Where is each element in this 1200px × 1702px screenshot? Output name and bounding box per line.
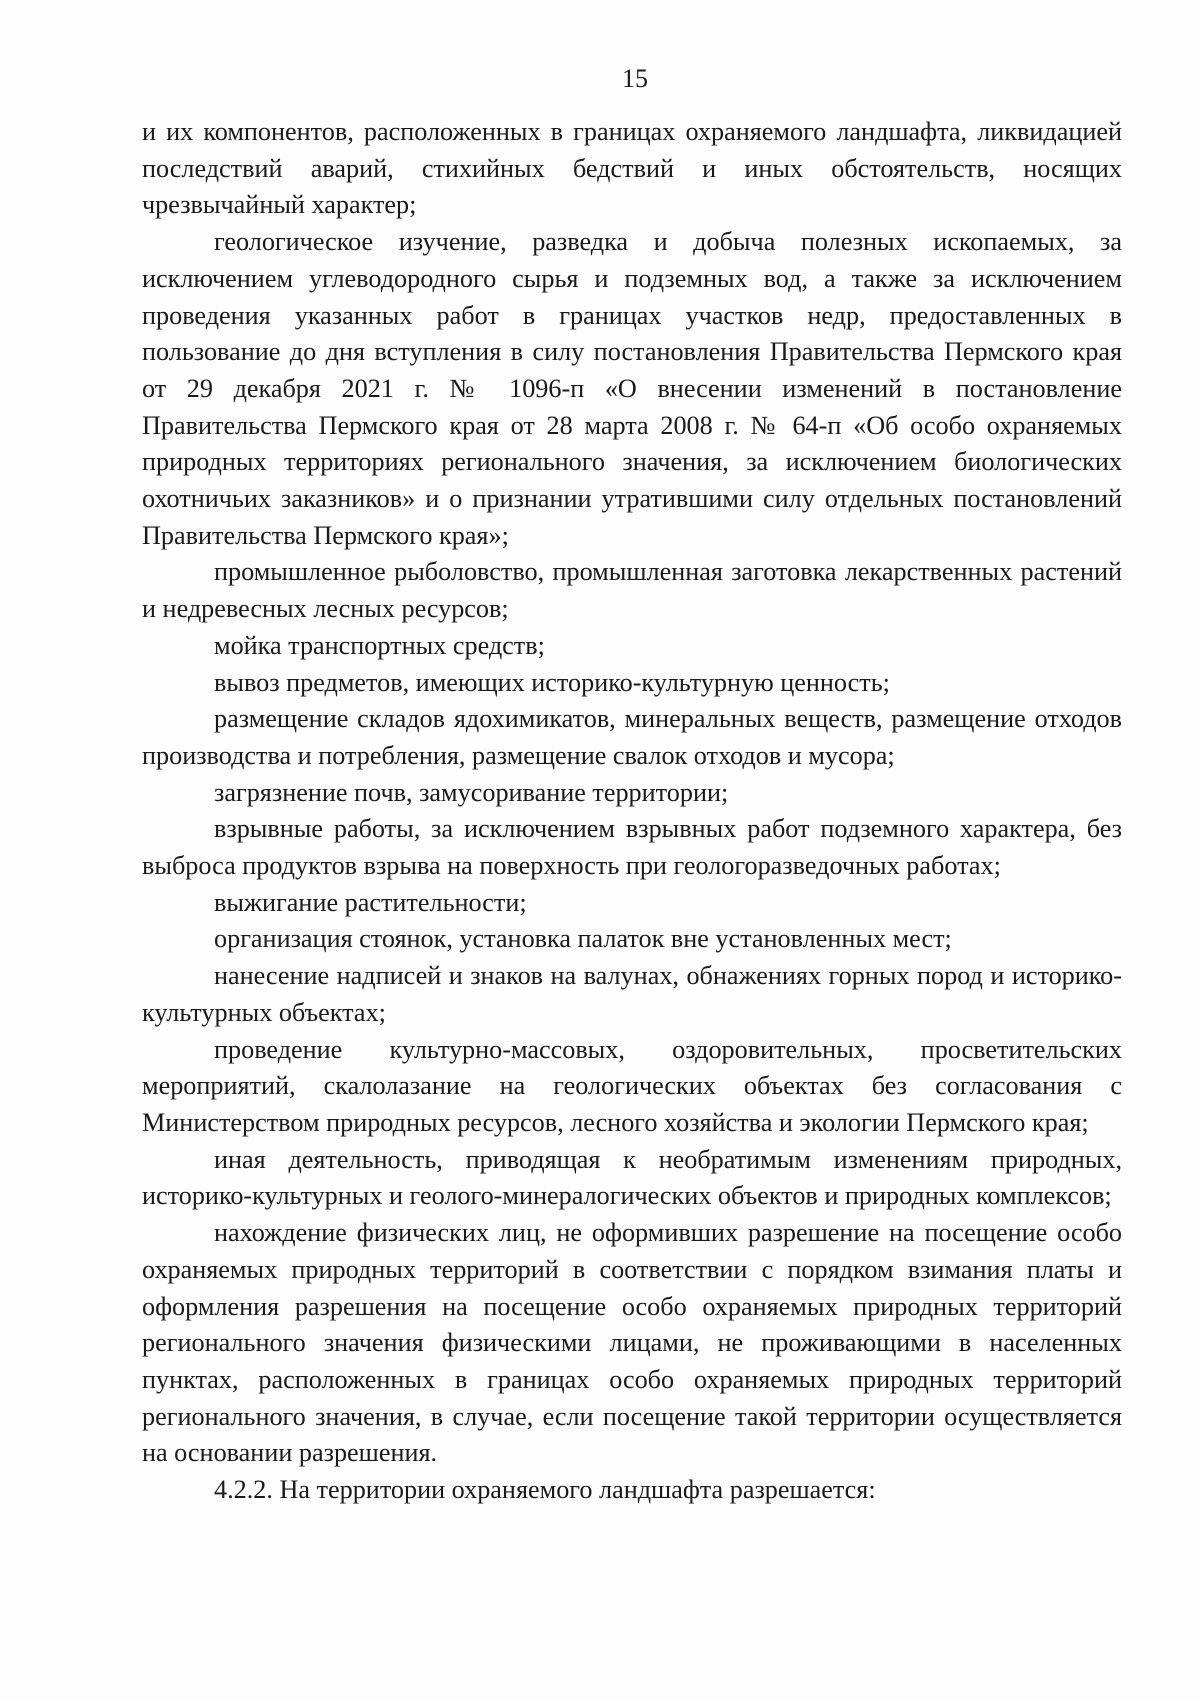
page-number: 15	[622, 64, 648, 93]
paragraph-14: нахождение физических лиц, не оформивших разрешение на посещение особо охраняемых природных территорий в соответствии с порядком взимания платы и оформления разрешения на посещение особо охраняемых природных территорий регионального значения физическими лицами, не проживающими в населенных пунктах, расположенных в границах особо охраняемых природных территорий регионального значения, в случае, если посещение такой территории осуществляется на основании разрешения.	[142, 1218, 1122, 1468]
section-heading-4-2-2: 4.2.2. На территории охраняемого ландшафта разрешается:	[214, 1475, 876, 1505]
paragraph-7: загрязнение почв, замусоривание территории;	[214, 777, 729, 807]
document-body	[142, 114, 1122, 1509]
paragraph-2: геологическое изучение, разведка и добыча полезных ископаемых, за исключением углеводородного сырья и подземных вод, а также за исключением проведения указанных работ в границах участков недр, предоставленных в пользование до дня вступления в силу постановления Правительства Пермского края от 29 декабря 2021 г. № 1096-п «О внесении изменений в постановление Правительства Пермского края от 28 марта 2008 г. № 64-п «Об особо охраняемых природных территориях регионального значения, за исключением биологических охотничьих заказников» и о признании утратившими силу отдельных постановлений Правительства Пермского края»;	[142, 227, 1122, 550]
paragraph-5: вывоз предметов, имеющих историко-культурную ценность;	[214, 667, 890, 697]
paragraph-10: организация стоянок, установка палаток вне установленных мест;	[214, 924, 952, 954]
paragraph-1: и их компонентов, расположенных в границах охраняемого ландшафта, ликвидацией последствий аварий, стихийных бедствий и иных обстоятельств, носящих чрезвычайный характер;	[142, 117, 1122, 220]
paragraph-8: взрывные работы, за исключением взрывных работ подземного характера, без выброса продуктов взрыва на поверхность при геологоразведочных работах;	[142, 814, 1122, 881]
paragraph-4: мойка транспортных средств;	[214, 630, 545, 660]
paragraph-9: выжигание растительности;	[214, 887, 527, 917]
paragraph-6: размещение складов ядохимикатов, минеральных веществ, размещение отходов производства и потребления, размещение свалок отходов и мусора;	[142, 704, 1122, 770]
paragraph-11: нанесение надписей и знаков на валунах, обнажениях горных пород и историко-культурных объектах;	[142, 961, 1122, 1027]
paragraph-13: иная деятельность, приводящая к необратимым изменениям природных, историко-культурных и геолого-минералогических объектов и природных комплексов;	[142, 1144, 1122, 1211]
paragraph-3: промышленное рыболовство, промышленная заготовка лекарственных растений и недревесных лесных ресурсов;	[142, 557, 1122, 624]
paragraph-12: проведение культурно-массовых, оздоровительных, просветительских мероприятий, скалолазание на геологических объектах без согласования с Министерством природных ресурсов, лесного хозяйства и экологии Пермского края;	[142, 1034, 1122, 1137]
